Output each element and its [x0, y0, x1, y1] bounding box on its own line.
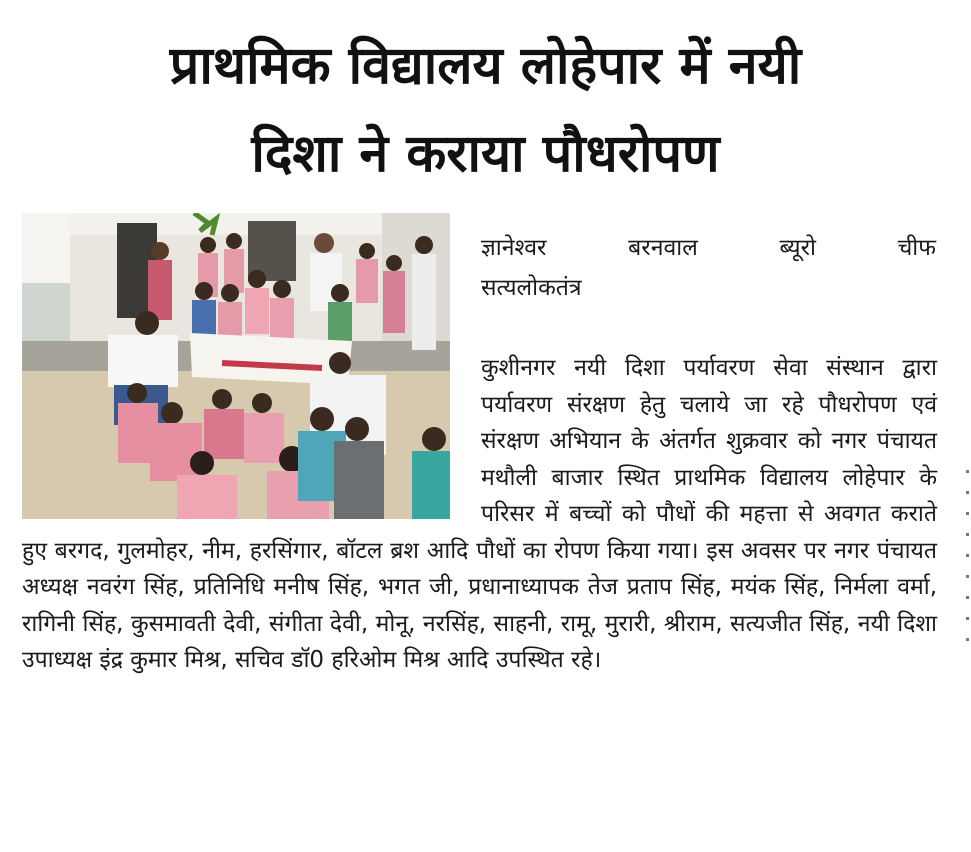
headline-line-1: प्राथमिक विद्यालय लोहेपार में नयी: [169, 36, 802, 96]
headline: [14, 22, 957, 198]
headline-line-2: दिशा ने कराया पौधरोपण: [251, 124, 720, 184]
byline: ज्ञानेश्वर बरनवाल ब्यूरो चीफ: [481, 235, 936, 261]
photo-wrap-spacer: [22, 350, 481, 532]
scan-edge-marks: [966, 470, 969, 690]
photo-pillar-tiles: [22, 283, 70, 341]
article-body: [22, 350, 937, 679]
publication-name: सत्यलोकतंत्र: [481, 275, 582, 301]
article-body-text: कुशीनगर नयी दिशा पर्यावरण सेवा संस्थान द्वारा पर्यावरण संरक्षण हेतु चलाये जा रहे पौधरोपण एवं संरक्षण अभियान के अंतर्गत शुक्रवार को नगर पंचायत मथौली बाजार स्थित प्राथमिक विद्यालय लोहेपार के परिसर में बच्चों को पौधों की महत्ता से अवगत कराते हुए बरगद, गुलमोहर, नीम, हरसिंगार, बॉटल ब्रश आदि पौधों का रोपण किया गया। इस अवसर पर नगर पंचायत अध्यक्ष नवरंग सिंह, प्रतिनिधि मनीष सिंह, भगत जी, प्रधानाध्यापक तेज प्रताप सिंह, मयंक सिंह, निर्मला वर्मा, रागिनी सिंह, कुसमावती देवी, संगीता देवी, मोनू, नरसिंह, साहनी, रामू, मुरारी, श्रीराम, सत्यजीत सिंह, नयी दिशा उपाध्यक्ष इंद्र कुमार मिश्र, सचिव डॉ0 हरिओम मिश्र आदि उपस्थित रहे।: [22, 355, 937, 673]
